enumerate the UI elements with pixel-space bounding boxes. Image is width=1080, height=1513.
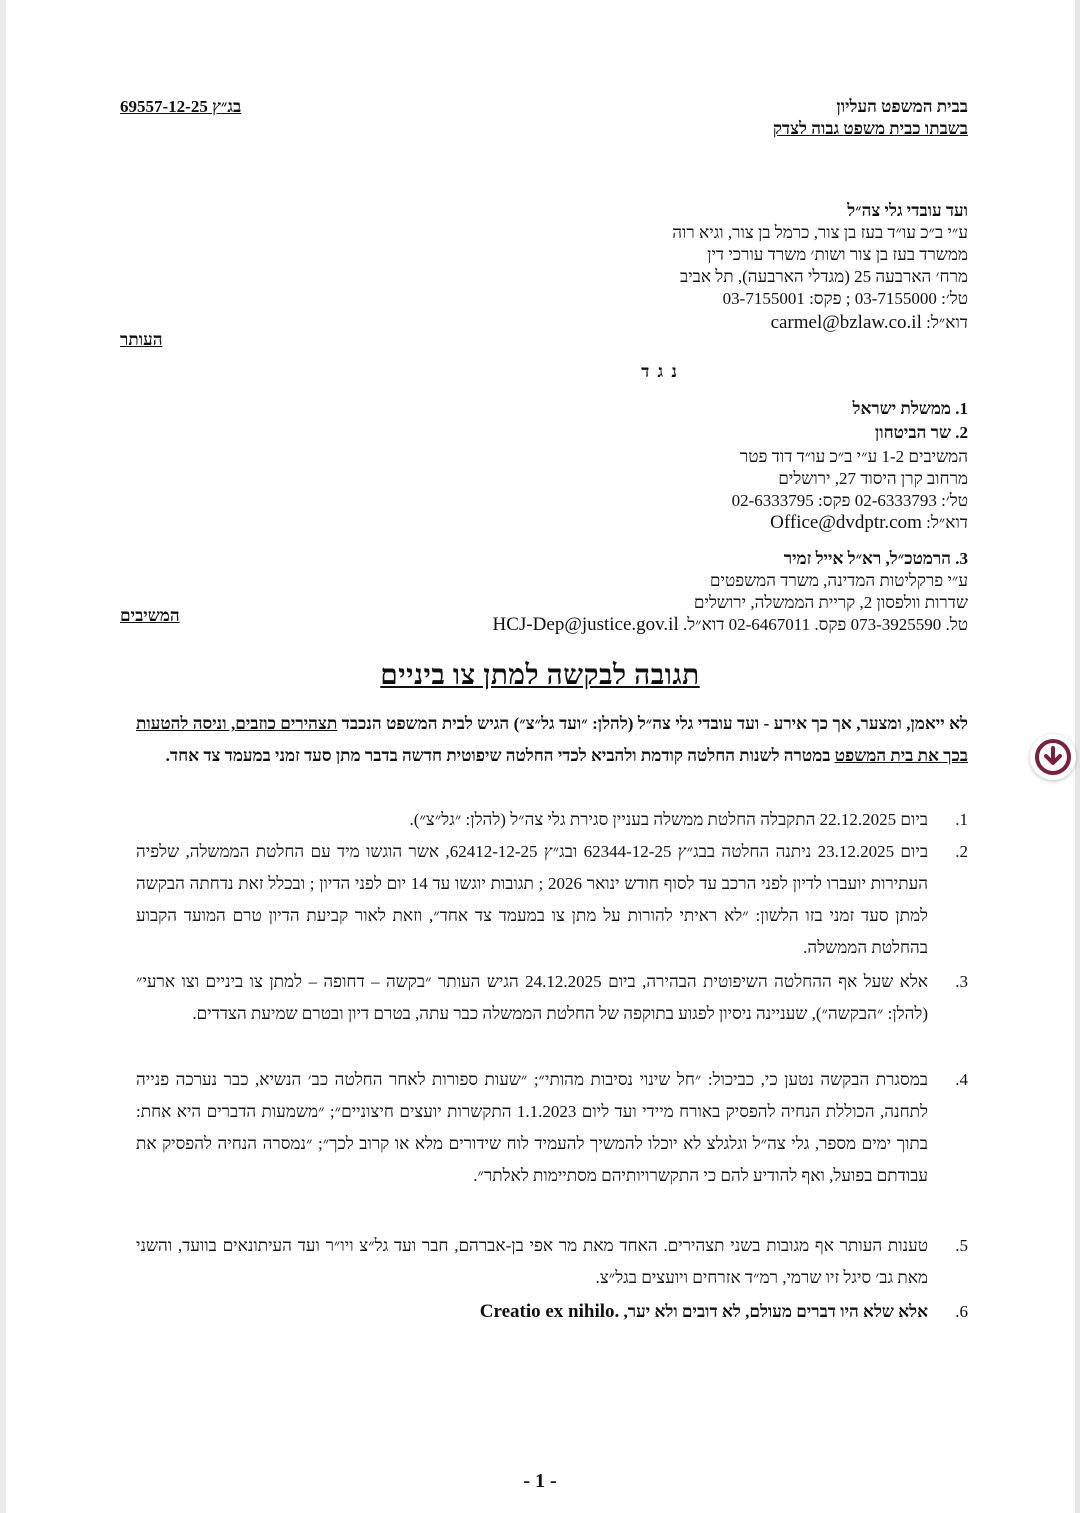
paragraph-1-text: ביום 22.12.2025 התקבלה החלטת ממשלה בעניין סגירת גלי צה״ל (להלן: ״גל״צ״). bbox=[409, 810, 928, 829]
respondent-2: 2. שר הביטחון bbox=[874, 423, 968, 442]
petitioner-address: מרח׳ הארבעה 25 (מגדלי הארבעה), תל אביב bbox=[680, 267, 968, 286]
petitioner-name: ועד עובדי גלי צה״ל bbox=[847, 201, 968, 220]
paragraph-1-number: 1. bbox=[955, 810, 968, 829]
court-line-1: בבית המשפט העליון bbox=[836, 97, 968, 116]
respondent-3-contact-line bbox=[493, 614, 968, 636]
respondent-3-counsel: ע״י פרקליטות המדינה, משרד המשפטים bbox=[709, 571, 968, 590]
paragraph-2-number: 2. bbox=[955, 842, 968, 861]
scroll-down-button[interactable] bbox=[1030, 734, 1076, 780]
petitioner-email-label: דוא״ל: bbox=[926, 313, 968, 332]
intro-part-3: במטרה לשנות החלטה קודמת ולהביא לכדי החלטה שיפוטית חדשה בדבר מתן סעד זמני במעמד צד אחד. bbox=[165, 746, 835, 765]
paragraph-4-number: 4. bbox=[955, 1070, 968, 1089]
paragraph-6-number: 6. bbox=[955, 1302, 968, 1321]
court-line-2: בשבתו כבית משפט גבוה לצדק bbox=[772, 119, 968, 138]
paragraph-3-text: אלא שעל אף ההחלטה השיפוטית הבהירה, ביום 24.12.2025 הגיש העותר ״בקשה – דחופה – למתן צו ביניים וצו ארעי״ (להלן: ״הבקשה״), שעניינה ניסיון לפגוע בתוקפה של החלטת הממשלה כבר עתה, בטרם דיון ובטרם שמיעת הצדדים. bbox=[136, 972, 928, 1023]
paragraph-6 bbox=[136, 1296, 968, 1328]
paragraph-5 bbox=[136, 1230, 968, 1294]
page-edge-left bbox=[0, 0, 6, 1513]
respondents-1-2-email-label: דוא״ל: bbox=[926, 513, 968, 532]
petitioner-email-line bbox=[771, 312, 968, 334]
paragraph-5-text: טענות העותר אף מגובות בשני תצהירים. האחד מאת מר אפי בן-אברהם, חבר ועד גל״צ ויו״ר ועד העיתונאים בוועד, והשני מאת גב׳ סיגל זיו שרמי, רמ״ד אזרחים ויועצים בגל״צ. bbox=[136, 1236, 928, 1287]
paragraph-4-text: במסגרת הבקשה נטען כי, כביכול: ״חל שינוי נסיבות מהותי״; ״שעות ספורות לאחר החלטה כב׳ הנשיא, כבר נערכה פנייה לתחנה, הכוללת הנחיה להפסיק באורח מיידי ועד ליום 1.1.2023 התקשרות יועצים חיצוניים״; ״משמעות הדברים היא אחת: בתוך ימים מספר, גלי צה״ל וגלגלצ לא יוכלו להמשיך להעמיד לוח שידורים מלא או קרוב לכך״; ״נמסרה הנחיה להפסיק את עבודתם בפועל, ואף להודיע להם כי התקשרויותיהם מסתיימות לאלתר״. bbox=[136, 1070, 928, 1185]
petitioner-firm: ממשרד בעז בן צור ושות׳ משרד עורכי דין bbox=[707, 245, 968, 264]
petitioner-counsel: ע״י ב״כ עו״ד בעז בן צור, כרמל בן צור, וגיא רוה bbox=[672, 223, 968, 242]
petitioner-email[interactable]: carmel@bzlaw.co.il bbox=[770, 312, 922, 333]
intro-paragraph bbox=[136, 708, 968, 772]
paragraph-6-latin: Creatio ex nihilo. bbox=[479, 1301, 620, 1322]
case-number: בג״ץ 69557-12-25 bbox=[120, 97, 242, 116]
paragraph-3-number: 3. bbox=[955, 972, 968, 991]
respondent-3: 3. הרמטכ״ל, רא״ל אייל זמיר bbox=[783, 549, 968, 568]
respondent-3-email[interactable]: HCJ-Dep@justice.gov.il bbox=[492, 614, 679, 635]
respondents-1-2-email[interactable]: Office@dvdptr.com bbox=[770, 512, 922, 533]
respondents-1-2-address: מרחוב קרן היסוד 27, ירושלים bbox=[778, 469, 968, 488]
petitioner-phone-fax: טל׳: 03-7155000 ; פקס: 03-7155001 bbox=[722, 289, 968, 308]
arrow-down-circle-icon bbox=[1033, 737, 1073, 777]
paragraph-5-number: 5. bbox=[955, 1236, 968, 1255]
intro-part-1: לא ייאמן, ומצער, אך כך אירע - ועד עובדי גלי צה״ל (להלן: ״ועד גל״צ״) הגיש לבית המשפט הנכבד bbox=[337, 714, 968, 733]
page-number: - 1 - bbox=[523, 1470, 557, 1492]
respondent-1: 1. ממשלת ישראל bbox=[852, 399, 968, 418]
versus-label: נ ג ד bbox=[641, 362, 679, 381]
respondents-1-2-email-line bbox=[770, 512, 968, 534]
respondents-role-label: המשיבים bbox=[120, 606, 180, 625]
paragraph-2 bbox=[136, 836, 968, 964]
respondents-1-2-counsel: המשיבים 1-2 ע״י ב״כ עו״ד דוד פטר bbox=[739, 447, 968, 466]
respondent-3-contact: טל. 073-3925590 פקס. 02-6467011 דוא״ל. bbox=[682, 615, 968, 634]
paragraph-4 bbox=[136, 1064, 968, 1192]
paragraph-6-text: אלא שלא היו דברים מעולם, לא דובים ולא יער, bbox=[623, 1302, 928, 1321]
paragraph-6-text-wrap bbox=[136, 1296, 928, 1328]
respondents-1-2-phone: טל׳: 02-6333793 פקס: 02-6333795 bbox=[731, 491, 968, 510]
paragraph-3 bbox=[136, 966, 968, 1030]
paragraph-2-text: ביום 23.12.2025 ניתנה החלטה בבג״ץ 62344-12-25 ובג״ץ 62412-12-25, אשר הוגשו מיד עם החלטת הממשלה, שלפיה העתירות יועברו לדיון לפני הרכב עד לסוף חודש ינואר 2026 ; תגובות יוגשו עד 14 יום לפני הדיון ; ובכלל זאת נדחתה הבקשה למתן סעד זמני בזו הלשון: ״לא ראיתי להורות על מתן צו במעמד צד אחד״, וזאת לאור קביעת הדיון טרם המועד הקבוע בהחלטת הממשלה. bbox=[136, 842, 929, 957]
paragraph-1 bbox=[136, 804, 968, 836]
petitioner-role-label: העותר bbox=[120, 330, 163, 349]
respondent-3-address: שדרות וולפסון 2, קריית הממשלה, ירושלים bbox=[693, 593, 968, 612]
document-title: תגובה לבקשה למתן צו ביניים bbox=[380, 660, 700, 691]
intro-part-2-underlined: תצהירים כוזבים, וניסה להטעות בכך את בית המשפט bbox=[136, 714, 968, 765]
